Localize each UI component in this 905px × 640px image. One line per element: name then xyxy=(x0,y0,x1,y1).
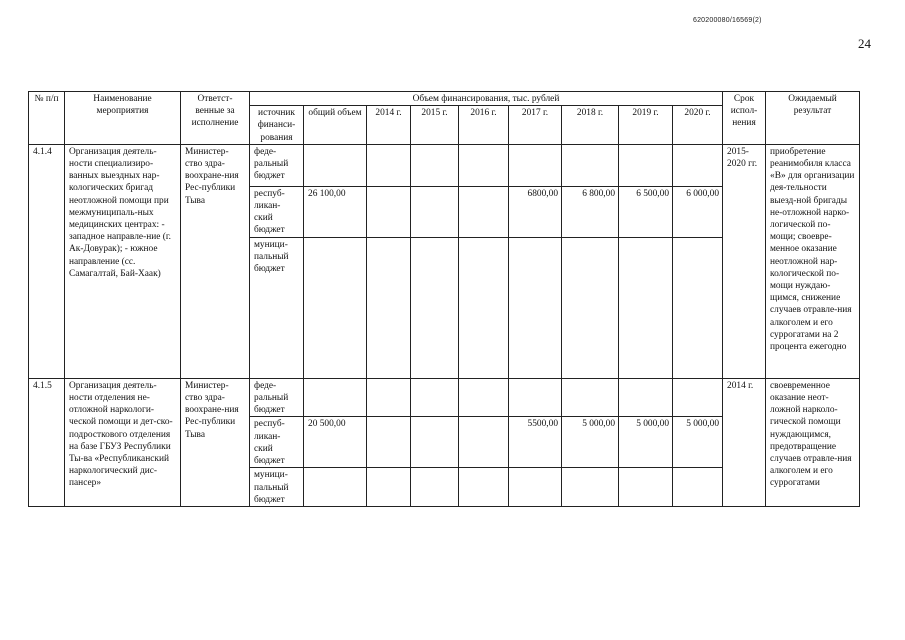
total-cell xyxy=(304,468,367,507)
row-name: Организация деятель-ности отделения не-отложной наркологи-ческой помощи и дет-ско-подросткового отделения на базе ГБУЗ Республики Ты-ва «Республиканский наркологический дис-пансер» xyxy=(65,378,181,506)
year-cell xyxy=(673,468,723,507)
total-cell xyxy=(304,378,367,417)
year-cell xyxy=(562,468,619,507)
financing-table xyxy=(28,91,860,507)
row-name: Организация деятель-ности специализиро-ванных выездных нар-кологических бригад неотложной помощи при межмуниципаль-ных медицинских центрах: - западное направле-ние (г. Ак-Довурак); - южное направление (сс. Самагалтай, Бай-Хаак) xyxy=(65,144,181,378)
year-cell xyxy=(367,417,411,468)
year-cell xyxy=(509,144,562,186)
source-label: респуб-ликан-ский бюджет xyxy=(250,186,304,237)
year-cell xyxy=(411,186,459,237)
year-cell xyxy=(367,237,411,378)
source-label: феде-ральный бюджет xyxy=(250,144,304,186)
year-cell xyxy=(562,237,619,378)
document-id: 620200080/16569(2) xyxy=(693,17,762,24)
year-cell xyxy=(411,144,459,186)
header-year: 2017 г. xyxy=(509,106,562,145)
year-cell xyxy=(619,468,673,507)
source-label: муници-пальный бюджет xyxy=(250,468,304,507)
row-num: 4.1.5 xyxy=(29,378,65,506)
header-year: 2015 г. xyxy=(411,106,459,145)
header-total: общий объем xyxy=(304,106,367,145)
source-label: респуб-ликан-ский бюджет xyxy=(250,417,304,468)
year-cell xyxy=(367,468,411,507)
year-cell xyxy=(459,186,509,237)
year-cell xyxy=(459,417,509,468)
year-cell xyxy=(619,144,673,186)
year-cell xyxy=(673,237,723,378)
year-cell xyxy=(411,378,459,417)
total-cell: 20 500,00 xyxy=(304,417,367,468)
table-row xyxy=(29,378,860,417)
source-label: феде-ральный бюджет xyxy=(250,378,304,417)
year-cell xyxy=(562,378,619,417)
source-label: муници-пальный бюджет xyxy=(250,237,304,378)
header-year: 2020 г. xyxy=(673,106,723,145)
year-cell: 5 000,00 xyxy=(673,417,723,468)
header-name: Наименование мероприятия xyxy=(65,92,181,145)
year-cell xyxy=(367,144,411,186)
header-responsible: Ответст-венные за исполнение xyxy=(181,92,250,145)
year-cell xyxy=(673,378,723,417)
header-year: 2016 г. xyxy=(459,106,509,145)
header-source: источник финанси-рования xyxy=(250,106,304,145)
year-cell xyxy=(509,468,562,507)
total-cell xyxy=(304,144,367,186)
header-volume: Объем финансирования, тыс. рублей xyxy=(250,92,723,106)
total-cell: 26 100,00 xyxy=(304,186,367,237)
year-cell xyxy=(367,186,411,237)
year-cell xyxy=(367,378,411,417)
table-row xyxy=(29,144,860,186)
year-cell: 5500,00 xyxy=(509,417,562,468)
row-result: своевременное оказание неот-ложной нарколо-гической помощи нуждающимся, предотвращение случаев отравле-ния алкоголем и его суррогатами xyxy=(766,378,860,506)
header-year: 2014 г. xyxy=(367,106,411,145)
header-year: 2019 г. xyxy=(619,106,673,145)
year-cell xyxy=(459,468,509,507)
row-num: 4.1.4 xyxy=(29,144,65,378)
year-cell xyxy=(673,144,723,186)
year-cell xyxy=(411,417,459,468)
row-term: 2014 г. xyxy=(723,378,766,506)
year-cell: 5 000,00 xyxy=(562,417,619,468)
year-cell xyxy=(459,237,509,378)
year-cell xyxy=(619,237,673,378)
year-cell: 6 800,00 xyxy=(562,186,619,237)
header-term: Срок испол-нения xyxy=(723,92,766,145)
year-cell: 6 500,00 xyxy=(619,186,673,237)
year-cell: 6 000,00 xyxy=(673,186,723,237)
header-result: Ожидаемый результат xyxy=(766,92,860,145)
row-result: приобретение реанимобиля класса «В» для организации дея-тельности выезд-ной бригады не-отложной нарко-логической по-мощи; своевре-менное оказание неотложной нар-кологической по-мощи нуждаю-щимся, снижение случаев отравле-ния алкоголем и его суррогатами на 2 процента ежегодно xyxy=(766,144,860,378)
year-cell xyxy=(411,237,459,378)
header-year: 2018 г. xyxy=(562,106,619,145)
year-cell xyxy=(509,378,562,417)
year-cell xyxy=(562,144,619,186)
year-cell xyxy=(459,144,509,186)
row-responsible: Министер-ство здра-воохране-ния Рес-публики Тыва xyxy=(181,378,250,506)
year-cell xyxy=(411,468,459,507)
year-cell: 5 000,00 xyxy=(619,417,673,468)
year-cell xyxy=(619,378,673,417)
year-cell xyxy=(509,237,562,378)
row-responsible: Министер-ство здра-воохране-ния Рес-публики Тыва xyxy=(181,144,250,378)
year-cell: 6800,00 xyxy=(509,186,562,237)
total-cell xyxy=(304,237,367,378)
header-num: № п/п xyxy=(29,92,65,145)
row-term: 2015-2020 гг. xyxy=(723,144,766,378)
page-number: 24 xyxy=(858,36,871,51)
year-cell xyxy=(459,378,509,417)
